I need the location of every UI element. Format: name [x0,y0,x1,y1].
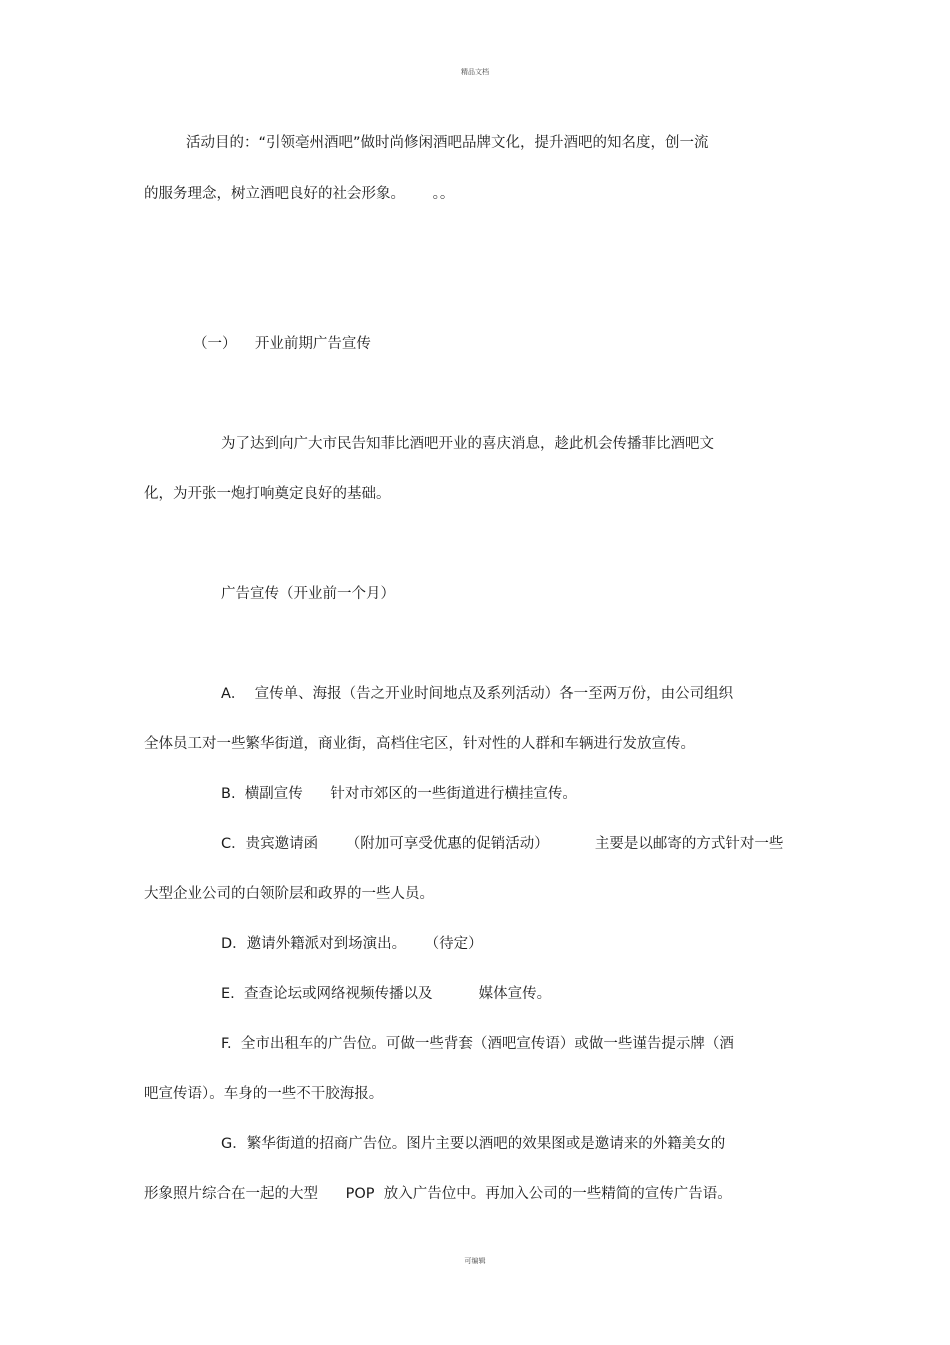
page-footer: 可编辑 [464,1257,486,1265]
item-f-line-2: 吧宣传语）。车身的一些不干胶海报。 [144,1086,384,1102]
item-d: D．邀请外籍派对到场演出。 （待定） [221,936,483,952]
page-header: 精品文档 [461,68,489,76]
item-g-line-1: G．繁华街道的招商广告位。图片主要以酒吧的效果图或是邀请来的外籍美女的 [221,1136,726,1152]
purpose-line-2: 的服务理念，树立酒吧良好的社会形象。 。。 [144,186,455,202]
item-b: B. 横副宣传 针对市郊区的一些街道进行横挂宣传。 [221,786,577,802]
item-g-line-2: 形象照片综合在一起的大型 POP 放入广告位中。再加入公司的一些精简的宣传广告语。 [144,1186,732,1202]
section-heading: （一） 开业前期广告宣传 [193,336,371,352]
intro-line-2: 化，为开张一炮打响奠定良好的基础。 [144,486,391,502]
item-f-line-1: F. 全市出租车的广告位。可做一些背套（酒吧宣传语）或做一些谨告提示牌（酒 [221,1036,734,1052]
item-c-line-1: C．贵宾邀请函 （附加可享受优惠的促销活动） 主要是以邮寄的方式针对一些 [221,836,784,852]
intro-line-1: 为了达到向广大市民告知菲比酒吧开业的喜庆消息，趁此机会传播菲比酒吧文 [221,436,714,452]
item-e: E. 查查论坛或网络视频传播以及 媒体宣传。 [221,986,552,1002]
subheading: 广告宣传（开业前一个月） [221,586,395,602]
item-a-line-2: 全体员工对一些繁华街道，商业街，高档住宅区，针对性的人群和车辆进行发放宣传。 [144,736,695,752]
item-a-line-1: A． 宣传单、海报（告之开业时间地点及系列活动）各一至两万份，由公司组织 [221,686,734,702]
item-c-line-2: 大型企业公司的白领阶层和政界的一些人员。 [144,886,434,902]
purpose-line-1: 活动目的：“引领亳州酒吧”做时尚修闲酒吧品牌文化，提升酒吧的知名度，创一流 [186,135,709,151]
